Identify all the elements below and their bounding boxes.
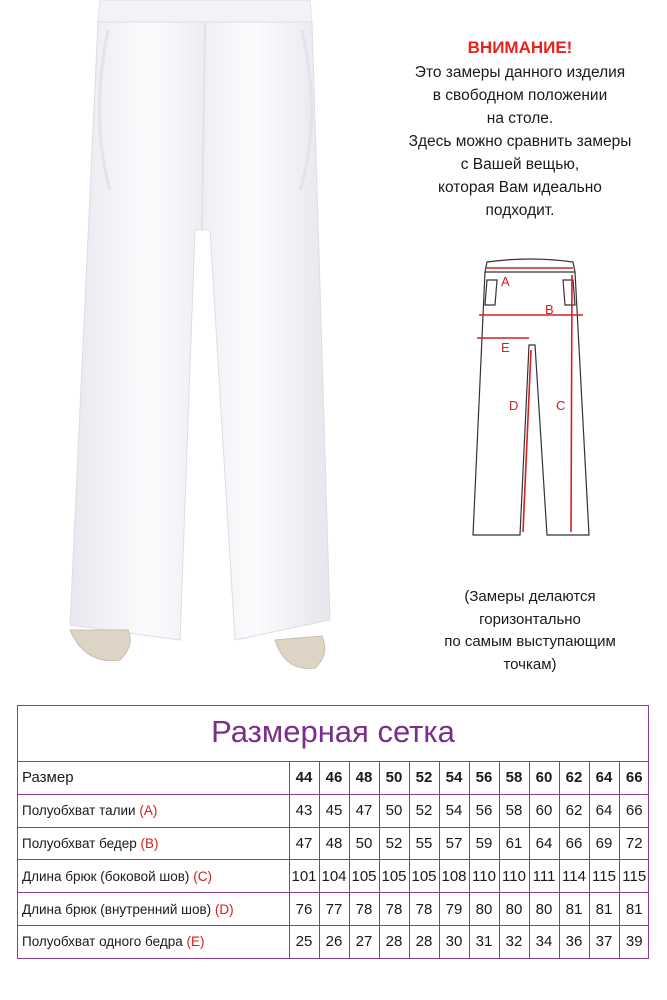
measurement-code: (D) xyxy=(214,901,234,917)
trousers-schema-icon xyxy=(455,250,605,550)
measurement-label-cell xyxy=(18,860,289,893)
size-value-cell: 58 xyxy=(499,794,529,827)
size-header-cell: 58 xyxy=(499,762,529,794)
measurement-name: Длина брюк (боковой шов) xyxy=(22,868,190,884)
measurement-label-cell xyxy=(18,893,289,926)
size-value-cell: 57 xyxy=(439,827,469,860)
size-value-cell: 78 xyxy=(379,893,409,926)
size-header-cell: 56 xyxy=(469,762,499,794)
size-value-cell: 78 xyxy=(349,893,379,926)
size-value-cell: 55 xyxy=(409,827,439,860)
size-value-cell: 80 xyxy=(529,893,559,926)
size-value-cell: 45 xyxy=(319,794,349,827)
size-value-cell: 28 xyxy=(409,925,439,957)
size-table-row xyxy=(18,925,649,957)
size-value-cell: 79 xyxy=(439,893,469,926)
size-header-cell: 46 xyxy=(319,762,349,794)
size-value-cell: 52 xyxy=(379,827,409,860)
size-value-cell: 114 xyxy=(559,860,589,893)
size-value-cell: 66 xyxy=(559,827,589,860)
size-header-cell: 50 xyxy=(379,762,409,794)
size-value-cell: 61 xyxy=(499,827,529,860)
measurement-note xyxy=(400,586,660,676)
schema-label-e: E xyxy=(501,340,510,355)
measurement-code: (B) xyxy=(140,835,159,851)
measurement-name: Полуобхват бедер xyxy=(22,835,137,851)
measurement-code: (A) xyxy=(139,803,158,819)
size-table-row xyxy=(18,827,649,860)
measurement-label-cell xyxy=(18,794,289,827)
size-value-cell: 105 xyxy=(349,860,379,893)
measurement-name: Полуобхват одного бедра xyxy=(22,934,183,950)
size-value-cell: 110 xyxy=(499,860,529,893)
size-value-cell: 66 xyxy=(619,794,649,827)
size-value-cell: 25 xyxy=(289,925,319,957)
size-header-cell: 66 xyxy=(619,762,649,794)
size-value-cell: 76 xyxy=(289,893,319,926)
size-table xyxy=(17,705,649,959)
measurement-code: (C) xyxy=(193,868,212,884)
size-value-cell: 72 xyxy=(619,827,649,860)
size-value-cell: 37 xyxy=(589,925,619,957)
notice-line: на столе. xyxy=(486,110,554,127)
size-value-cell: 36 xyxy=(559,925,589,957)
size-table-title: Размерная сетка xyxy=(18,706,648,762)
size-header-cell: 52 xyxy=(409,762,439,794)
size-header-cell: 64 xyxy=(589,762,619,794)
size-header-row xyxy=(18,762,649,794)
schema-label-b: B xyxy=(545,302,554,317)
measurement-label-cell xyxy=(18,827,289,860)
size-value-cell: 64 xyxy=(529,827,559,860)
note-line: по самым выступающим xyxy=(444,633,616,650)
size-value-cell: 104 xyxy=(319,860,349,893)
size-value-cell: 105 xyxy=(379,860,409,893)
measurement-code: (E) xyxy=(186,934,205,950)
size-value-cell: 43 xyxy=(289,794,319,827)
size-table-row xyxy=(18,893,649,926)
size-value-cell: 64 xyxy=(589,794,619,827)
schema-label-c: C xyxy=(556,398,566,413)
size-value-cell: 101 xyxy=(289,860,319,893)
measurement-name: Полуобхват талии xyxy=(22,803,136,819)
size-value-cell: 47 xyxy=(289,827,319,860)
size-header-cell: 60 xyxy=(529,762,559,794)
size-value-cell: 77 xyxy=(319,893,349,926)
size-value-cell: 60 xyxy=(529,794,559,827)
notice-line: в свободном положении xyxy=(432,87,608,104)
size-value-cell: 28 xyxy=(379,925,409,957)
size-value-cell: 81 xyxy=(589,893,619,926)
size-value-cell: 34 xyxy=(529,925,559,957)
measurement-notice xyxy=(380,36,660,222)
size-value-cell: 80 xyxy=(469,893,499,926)
notice-line: которая Вам идеально xyxy=(438,179,602,196)
size-value-cell: 81 xyxy=(559,893,589,926)
measurement-schema xyxy=(455,250,605,550)
size-header-label: Размер xyxy=(18,762,289,794)
product-photo xyxy=(30,0,350,690)
size-value-cell: 27 xyxy=(349,925,379,957)
measurement-name: Длина брюк (внутренний шов) xyxy=(22,901,212,917)
size-header-cell: 48 xyxy=(349,762,379,794)
schema-label-a: A xyxy=(501,274,510,289)
size-value-cell: 54 xyxy=(439,794,469,827)
size-value-cell: 115 xyxy=(619,860,649,893)
measurement-label-cell xyxy=(18,925,289,957)
size-value-cell: 108 xyxy=(439,860,469,893)
size-value-cell: 52 xyxy=(409,794,439,827)
size-table-row xyxy=(18,860,649,893)
size-value-cell: 69 xyxy=(589,827,619,860)
note-line: (Замеры делаются xyxy=(464,588,596,605)
size-value-cell: 32 xyxy=(499,925,529,957)
note-line: точкам) xyxy=(503,655,557,673)
size-value-cell: 59 xyxy=(469,827,499,860)
notice-title: ВНИМАНИЕ! xyxy=(467,38,573,57)
size-value-cell: 78 xyxy=(409,893,439,926)
size-value-cell: 26 xyxy=(319,925,349,957)
notice-line: подходит. xyxy=(485,202,555,219)
trousers-photo-icon xyxy=(30,0,350,690)
notice-line: Это замеры данного изделия xyxy=(414,64,626,81)
size-grid xyxy=(18,762,649,958)
size-table-row xyxy=(18,794,649,827)
note-line: горизонтально xyxy=(479,610,581,628)
size-value-cell: 111 xyxy=(529,860,559,893)
size-value-cell: 47 xyxy=(349,794,379,827)
size-value-cell: 110 xyxy=(469,860,499,893)
size-header-cell: 54 xyxy=(439,762,469,794)
size-value-cell: 80 xyxy=(499,893,529,926)
size-value-cell: 48 xyxy=(319,827,349,860)
size-value-cell: 30 xyxy=(439,925,469,957)
size-value-cell: 105 xyxy=(409,860,439,893)
size-value-cell: 39 xyxy=(619,925,649,957)
schema-label-d: D xyxy=(509,398,519,413)
size-value-cell: 115 xyxy=(589,860,619,893)
size-value-cell: 50 xyxy=(379,794,409,827)
size-value-cell: 62 xyxy=(559,794,589,827)
size-value-cell: 56 xyxy=(469,794,499,827)
size-value-cell: 50 xyxy=(349,827,379,860)
notice-line: Здесь можно сравнить замеры xyxy=(408,133,632,150)
size-header-cell: 44 xyxy=(289,762,319,794)
size-header-cell: 62 xyxy=(559,762,589,794)
size-value-cell: 81 xyxy=(619,893,649,926)
size-value-cell: 31 xyxy=(469,925,499,957)
notice-line: с Вашей вещью, xyxy=(460,156,580,173)
